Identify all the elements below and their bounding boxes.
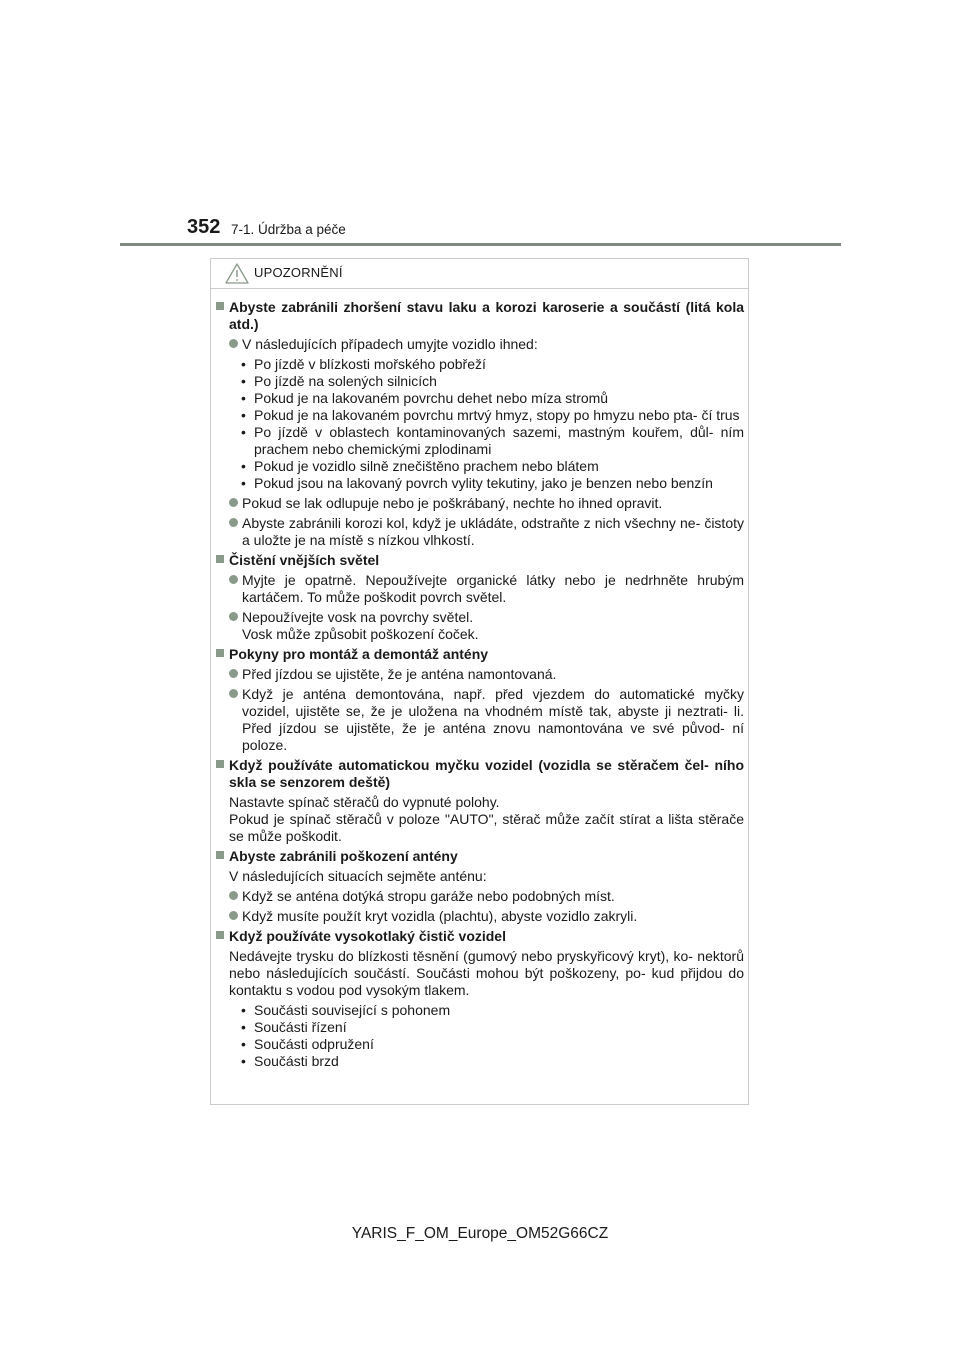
circle-bullet-icon <box>229 666 239 683</box>
list-item <box>229 686 744 754</box>
warning-section <box>216 552 744 643</box>
sub-list-item: • Součásti odpružení <box>241 1036 374 1052</box>
square-bullet-icon <box>216 928 226 945</box>
square-bullet-icon <box>216 552 226 569</box>
circle-bullet-icon <box>229 495 239 512</box>
list-item-text: V následujících případech umyjte vozidlo ihned: <box>242 336 538 352</box>
sub-list <box>241 1002 744 1070</box>
section-heading: Když používáte vysokotlaký čistič vozidel <box>229 928 506 944</box>
sub-list-item: • Po jízdě na solených silnicích <box>241 373 437 389</box>
warning-section <box>216 848 744 925</box>
list-item <box>229 666 744 683</box>
warning-content <box>216 299 744 1070</box>
square-bullet-icon <box>216 757 226 791</box>
sub-list-item: • Po jízdě v blízkosti mořského pobřeží <box>241 356 486 372</box>
section-heading: Abyste zabránili poškození antény <box>229 848 458 864</box>
sub-list-item: • Pokud je na lakovaném povrchu dehet nebo míza stromů <box>241 390 609 406</box>
warning-header <box>211 259 748 289</box>
list-item-text: Před jízdou se ujistěte, že je anténa namontovaná. <box>242 666 557 682</box>
circle-bullet-icon <box>229 609 239 643</box>
warning-section <box>216 757 744 845</box>
circle-bullet-icon <box>229 908 239 925</box>
section-body <box>229 948 744 999</box>
square-bullet-icon <box>216 646 226 663</box>
list-item-text: Když se anténa dotýká stropu garáže nebo podobných míst. <box>242 888 615 904</box>
body-paragraph: Nedávejte trysku do blízkosti těsnění (gumový nebo pryskyřicový kryt), ko- nektorů nebo následujících součástí. Součásti mohou být poškozeny, po- kud přijdou do kontaktu s vodou pod vysokým tlakem. <box>229 948 744 998</box>
sub-list <box>241 356 744 492</box>
circle-bullet-icon <box>229 888 239 905</box>
sub-list-item: • Po jízdě v oblastech kontaminovaných sazemi, mastným kouřem, důl- ním prachem nebo chemickými zplodinami <box>241 424 744 457</box>
list-item <box>229 336 744 353</box>
sub-list-item: • Pokud je vozidlo silně znečištěno prachem nebo blátem <box>241 458 599 474</box>
list-item <box>229 495 744 512</box>
circle-bullet-icon <box>229 515 239 549</box>
body-paragraph: Nastavte spínač stěračů do vypnuté polohy. <box>229 794 500 810</box>
list-item <box>229 609 744 643</box>
sub-list-item: • Součásti brzd <box>241 1053 339 1069</box>
section-heading: Abyste zabránili zhoršení stavu laku a korozi karoserie a součástí (litá kola atd.) <box>229 299 744 332</box>
section-heading: Když používáte automatickou myčku vozidel (vozidla se stěračem čel- ního skla se senzorem deště) <box>229 757 744 790</box>
list-item-text: Když je anténa demontována, např. před vjezdem do automatické myčky vozidel, ujistěte se, že je uložena na vhodném místě tak, abyste ji neztrati- li. Před jízdou se ujistěte, že je anténa znovu namontována ve své původ- ní poloze. <box>242 686 744 753</box>
sub-list-item: • Součásti řízení <box>241 1019 347 1035</box>
body-paragraph: V následujících situacích sejměte anténu: <box>229 868 487 884</box>
list-item-text: Myjte je opatrně. Nepoužívejte organické látky nebo je nedrhněte hrubým kartáčem. To může poškodit povrch světel. <box>242 572 744 605</box>
list-item <box>229 515 744 549</box>
sub-list-item: • Pokud jsou na lakovaný povrch vylity tekutiny, jako je benzen nebo benzín <box>241 475 713 491</box>
section-heading: Pokyny pro montáž a demontáž antény <box>229 646 489 662</box>
circle-bullet-icon <box>229 336 239 353</box>
section-heading: Čistění vnějších světel <box>229 552 380 568</box>
header-rule <box>120 243 841 246</box>
list-item-text: Nepoužívejte vosk na povrchy světel. <box>242 609 474 625</box>
list-item-text: Když musíte použít kryt vozidla (plachtu), abyste vozidlo zakryli. <box>242 908 638 924</box>
square-bullet-icon <box>216 299 226 333</box>
warning-box <box>210 258 749 1105</box>
page-number: 352 <box>187 216 221 238</box>
list-item-text: Vosk může způsobit poškození čoček. <box>242 626 479 642</box>
section-body <box>229 868 744 885</box>
document-code: YARIS_F_OM_Europe_OM52G66CZ <box>351 1225 609 1242</box>
section-body <box>229 794 744 845</box>
warning-section <box>216 646 744 754</box>
list-item <box>229 888 744 905</box>
sub-list-item: • Součásti související s pohonem <box>241 1002 451 1018</box>
circle-bullet-icon <box>229 572 239 606</box>
warning-triangle-icon <box>225 263 249 284</box>
warning-section <box>216 299 744 549</box>
body-paragraph: Pokud je spínač stěračů v poloze "AUTO", stěrač může začít stírat a lišta stěrače se může poškodit. <box>229 811 744 844</box>
section-title: 7-1. Údržba a péče <box>231 222 346 237</box>
list-item <box>229 572 744 606</box>
warning-section <box>216 928 744 1070</box>
warning-label: UPOZORNĚNÍ <box>254 265 343 280</box>
list-item-text: Abyste zabránili korozi kol, když je ukládáte, odstraňte z nich všechny ne- čistoty a uložte je na místě s nízkou vlhkostí. <box>242 515 744 548</box>
sub-list-item: • Pokud je na lakovaném povrchu mrtvý hmyz, stopy po hmyzu nebo pta- čí trus <box>241 407 740 423</box>
list-item-text: Pokud se lak odlupuje nebo je poškrábaný, nechte ho ihned opravit. <box>242 495 663 511</box>
circle-bullet-icon <box>229 686 239 754</box>
list-item <box>229 908 744 925</box>
square-bullet-icon <box>216 848 226 865</box>
